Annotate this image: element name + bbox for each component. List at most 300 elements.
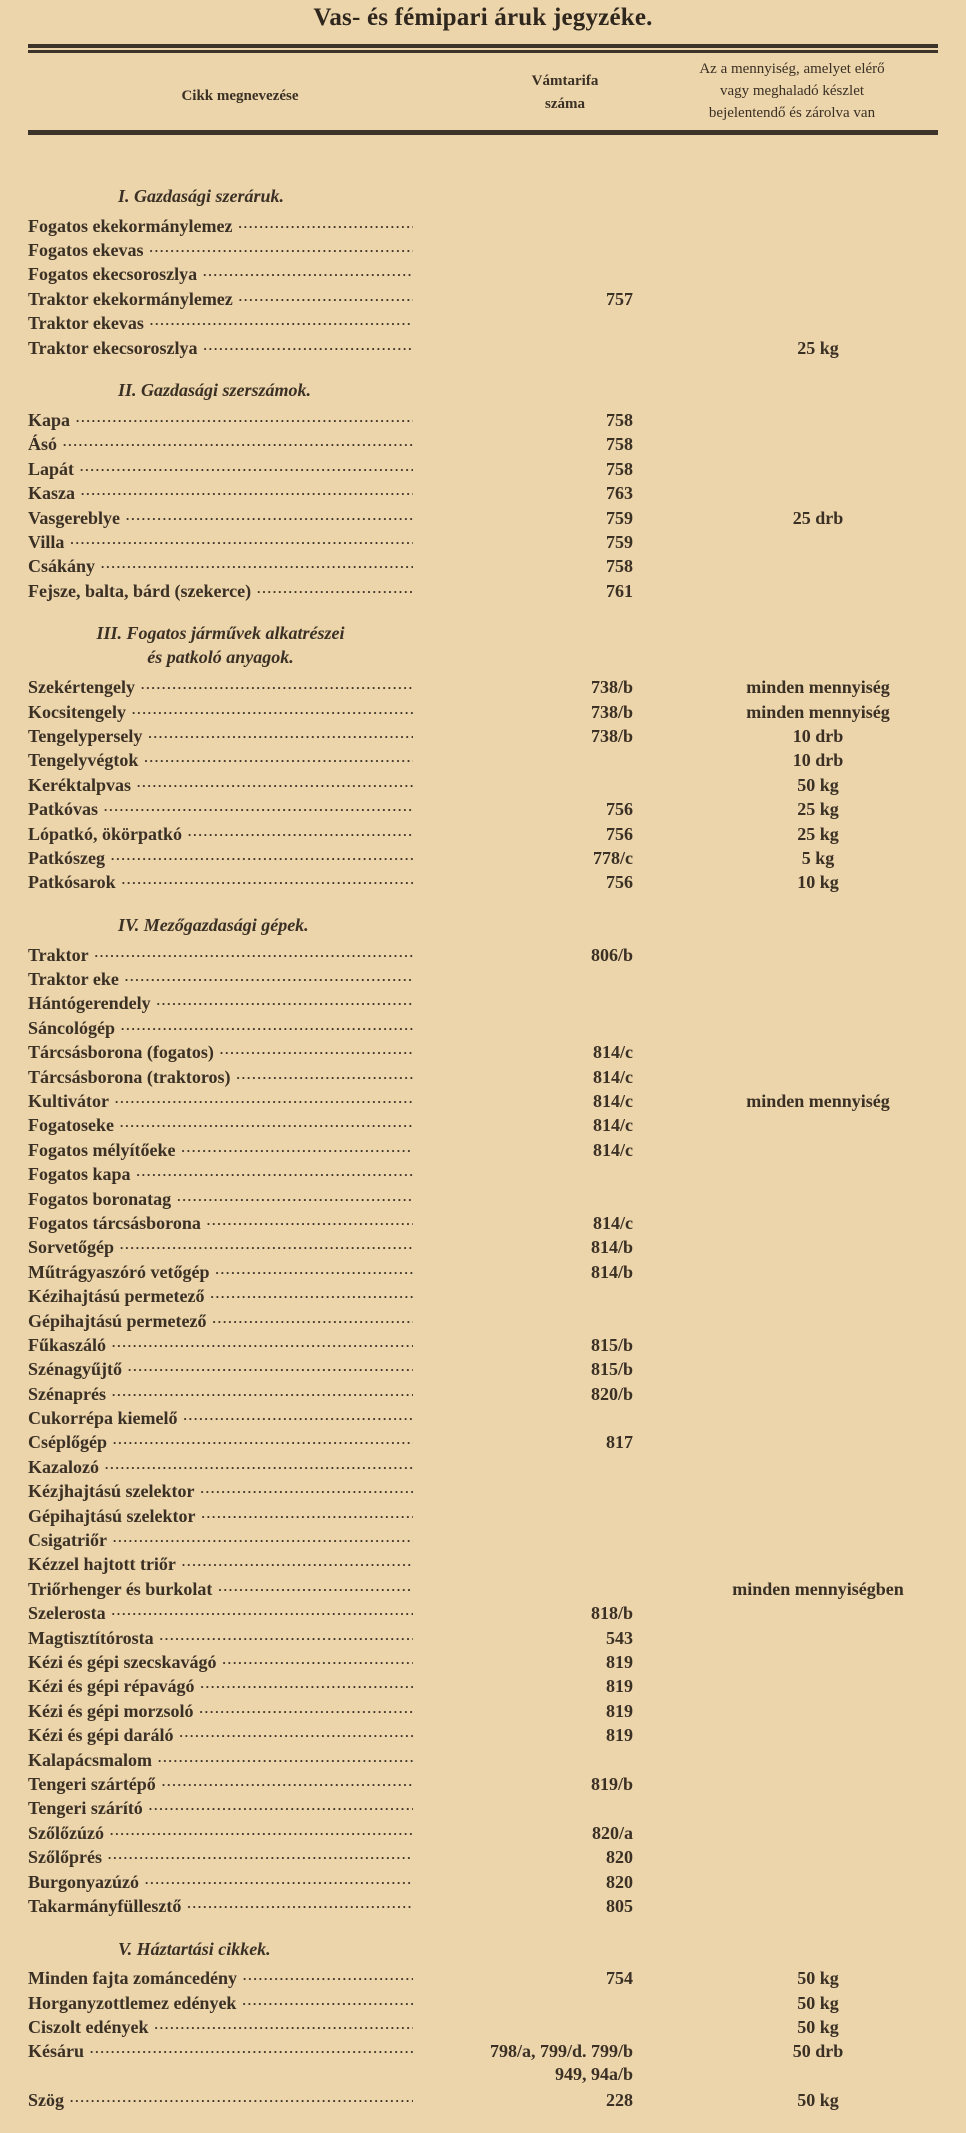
section-title-line: IV. Mezőgazdasági gépek. — [118, 914, 309, 935]
dot-leader — [238, 216, 413, 237]
item-name-cell — [28, 2041, 413, 2062]
item-name: Tengelyvégtok — [28, 750, 139, 771]
tariff-number: 815/b — [590, 1359, 633, 1380]
item-name: Fogatos kapa — [28, 1164, 131, 1185]
item-name: Hántógerendely — [28, 993, 151, 1014]
item-name: Szénaprés — [28, 1383, 106, 1404]
item-name-cell — [28, 1457, 413, 1478]
table-row — [28, 1431, 938, 1455]
item-name: Tárcsásborona (traktoros) — [28, 1066, 231, 1087]
dot-leader — [222, 1652, 413, 1673]
item-name-cell — [28, 1311, 413, 1332]
section-title-line: III. Fogatos járművek alkatrészei — [96, 623, 345, 644]
item-name-cell — [28, 1554, 413, 1575]
table-row — [28, 1016, 938, 1040]
dot-leader — [144, 750, 413, 771]
item-name-cell — [28, 1774, 413, 1795]
quantity-threshold: 5 kg — [801, 847, 835, 868]
table-row — [28, 1699, 938, 1723]
quantity-threshold: 25 kg — [797, 337, 839, 358]
dot-leader — [113, 1530, 413, 1551]
table-row — [28, 846, 938, 870]
tariff-number: 543 — [606, 1627, 633, 1648]
item-name: Traktor eke — [28, 969, 119, 990]
dot-leader — [112, 1384, 413, 1405]
item-name: Triőrhenger és burkolat — [28, 1578, 213, 1599]
item-name: Villa — [28, 531, 65, 552]
tariff-number: 818/b — [590, 1603, 633, 1624]
tariff-number: 758 — [606, 434, 633, 455]
item-name-cell — [28, 1481, 413, 1502]
table-row-continuation — [28, 2064, 938, 2088]
item-name-cell — [28, 1701, 413, 1722]
item-name-cell — [28, 824, 413, 845]
item-name: Kalapácsmalom — [28, 1749, 152, 1770]
table-row — [28, 1967, 938, 1991]
section-title — [28, 603, 413, 675]
item-name-cell — [28, 1823, 413, 1844]
table-row — [28, 1309, 938, 1333]
dot-leader — [112, 1335, 413, 1356]
section-title-line: II. Gazdasági szerszámok. — [118, 380, 312, 401]
item-name-cell — [28, 1067, 413, 1088]
section-title — [28, 1919, 938, 1967]
dot-leader — [210, 1286, 413, 1307]
dot-leader — [145, 1872, 413, 1893]
header-quantity — [636, 58, 948, 124]
dot-leader — [112, 1603, 413, 1624]
item-name: Kapa — [28, 410, 71, 431]
item-name: Tengeri szárító — [28, 1798, 143, 1819]
item-name-cell — [28, 1384, 413, 1405]
item-name-cell — [28, 993, 413, 1014]
item-name: Sáncológép — [28, 1017, 116, 1038]
item-name-cell — [28, 1432, 413, 1453]
item-name: Kézihajtású permetező — [28, 1286, 205, 1307]
header-rule — [28, 130, 938, 135]
item-name-cell — [28, 1237, 413, 1258]
dot-leader — [157, 993, 413, 1014]
dot-leader — [137, 1164, 413, 1185]
dot-leader — [220, 1042, 413, 1063]
item-name: Traktor — [28, 944, 89, 965]
item-name-cell — [28, 726, 413, 747]
table-row — [28, 1723, 938, 1747]
dot-leader — [76, 410, 413, 431]
dot-leader — [132, 702, 413, 723]
dot-leader — [218, 1579, 413, 1600]
section-title — [28, 360, 938, 408]
item-name: Fogatos ekevas — [28, 240, 144, 261]
item-name-cell — [28, 459, 413, 480]
table-row — [28, 1675, 938, 1699]
header-tariff-line: Vámtarifa — [531, 73, 599, 89]
tariff-number: 814/c — [593, 1091, 633, 1112]
item-name: Fogatos tárcsásborona — [28, 1212, 201, 1233]
item-name-cell — [28, 1018, 413, 1039]
header-quantity-line: vagy meghaladó készlet — [719, 83, 865, 99]
tariff-number: 819 — [606, 1652, 633, 1672]
table-row — [28, 749, 938, 773]
tariff-number: 778/c — [593, 847, 633, 868]
item-name: Kézi és gépi répavágó — [28, 1676, 195, 1697]
dot-leader — [242, 1993, 413, 2014]
item-name-cell — [28, 1676, 413, 1697]
dot-leader — [148, 726, 413, 747]
dot-leader — [239, 289, 413, 310]
item-name: Fogatoseke — [28, 1115, 114, 1136]
item-name-cell — [28, 848, 413, 869]
quantity-threshold: 50 kg — [797, 2017, 839, 2038]
item-name: Magtisztítórosta — [28, 1627, 154, 1648]
dot-leader — [207, 1213, 413, 1234]
dot-leader — [90, 2041, 413, 2062]
tariff-number: 228 — [606, 2090, 633, 2111]
dot-leader — [177, 1189, 413, 1210]
quantity-threshold: minden mennyiség — [746, 677, 890, 698]
table-row — [28, 967, 938, 991]
quantity-threshold: 25 kg — [797, 799, 839, 820]
item-name: Tengeri szártépő — [28, 1773, 156, 1794]
item-name-cell — [28, 969, 413, 990]
table-row — [28, 1626, 938, 1650]
dot-leader — [125, 969, 413, 990]
dot-leader — [160, 1628, 413, 1649]
dot-leader — [128, 1359, 413, 1380]
tariff-number: 815/b — [590, 1334, 633, 1355]
dot-leader — [187, 1896, 413, 1917]
table-row — [28, 1528, 938, 1552]
quantity-threshold: 50 kg — [797, 1968, 839, 1989]
header-tariff — [490, 70, 640, 116]
item-name: Minden fajta zománcedény — [28, 1968, 237, 1989]
quantity-threshold: 10 drb — [792, 750, 844, 771]
dot-leader — [108, 1847, 413, 1868]
dot-leader — [201, 1506, 413, 1527]
table-row — [28, 1187, 938, 1211]
quantity-threshold: 50 kg — [797, 774, 839, 795]
dot-leader — [237, 1067, 414, 1088]
item-name: Lópatkó, ökörpatkó — [28, 823, 183, 844]
table-row — [28, 2015, 938, 2039]
table-row — [28, 530, 938, 554]
tariff-number: 758 — [606, 556, 633, 577]
item-name-cell — [28, 1408, 413, 1429]
dot-leader — [105, 1457, 413, 1478]
table-row — [28, 1577, 938, 1601]
table-row — [28, 1041, 938, 1065]
table-row — [28, 457, 938, 481]
item-name: Szőlőprés — [28, 1847, 102, 1868]
tariff-number: 817 — [606, 1432, 633, 1453]
dot-leader — [70, 532, 413, 553]
item-name-cell — [28, 508, 413, 529]
item-name: Kézjhajtású szelektor — [28, 1481, 195, 1502]
item-name: Késáru — [28, 2041, 84, 2062]
dot-leader — [257, 581, 413, 602]
item-name: Fogatos mélyítőeke — [28, 1139, 176, 1160]
item-name-cell — [28, 1335, 413, 1356]
tariff-number: 805 — [606, 1895, 633, 1916]
tariff-number: 819 — [606, 1700, 633, 1721]
table-row — [28, 1772, 938, 1796]
item-name-cell — [28, 216, 413, 237]
dot-leader — [126, 508, 413, 529]
table-row — [28, 1211, 938, 1235]
item-name: Fűkaszáló — [28, 1334, 107, 1355]
tariff-number: 814/c — [593, 1042, 633, 1063]
section-title — [28, 895, 938, 943]
item-name-cell — [28, 338, 413, 359]
quantity-threshold: minden mennyiség — [746, 1091, 890, 1112]
tariff-number: 814/c — [593, 1139, 633, 1160]
tariff-number: 798/a, 799/d. 799/b — [489, 2041, 633, 2062]
dot-leader — [137, 775, 413, 796]
tariff-number: 756 — [606, 799, 633, 820]
dot-leader — [183, 1408, 413, 1429]
table-row — [28, 238, 938, 262]
tariff-number: 756 — [606, 823, 633, 844]
section-title-line: és patkoló anyagok. — [147, 647, 294, 668]
dot-leader — [121, 1018, 413, 1039]
item-name-cell — [28, 1115, 413, 1136]
table-row — [28, 1797, 938, 1821]
table-row — [28, 433, 938, 457]
tariff-number: 756 — [606, 872, 633, 893]
table-row — [28, 1138, 938, 1162]
item-name-cell — [28, 1091, 413, 1112]
item-name: Cukorrépa kiemelő — [28, 1408, 178, 1429]
table-row — [28, 1163, 938, 1187]
item-name-cell — [28, 1847, 413, 1868]
item-name: Műtrágyaszóró vetőgép — [28, 1261, 210, 1282]
dot-leader — [181, 1140, 413, 1161]
item-name: Gépihajtású szelektor — [28, 1505, 196, 1526]
table-row — [28, 992, 938, 1016]
item-name-cell — [28, 799, 413, 820]
item-name: Keréktalpvas — [28, 774, 131, 795]
tariff-number: 814/c — [593, 1212, 633, 1233]
dot-leader — [141, 677, 413, 698]
dot-leader — [81, 483, 413, 504]
item-name-cell — [28, 1652, 413, 1673]
table-row — [28, 1236, 938, 1260]
table-row — [28, 1870, 938, 1894]
tariff-number: 820 — [606, 1871, 633, 1892]
item-name-cell — [28, 1506, 413, 1527]
item-name-cell — [28, 1725, 413, 1746]
dot-leader — [120, 1237, 413, 1258]
item-name: Csigatriőr — [28, 1530, 107, 1551]
item-name: Cséplőgép — [28, 1432, 108, 1453]
item-name: Takarmányfüllesztő — [28, 1895, 182, 1916]
tariff-number: 819 — [606, 1676, 633, 1697]
table-row — [28, 1284, 938, 1308]
tariff-number: 759 — [606, 507, 633, 528]
item-name: Szőlőzúzó — [28, 1822, 104, 1843]
dot-leader — [155, 2017, 414, 2038]
item-name-cell — [28, 556, 413, 577]
item-name-cell — [28, 1579, 413, 1600]
table-row — [28, 871, 938, 895]
tariff-number: 758 — [606, 458, 633, 479]
header-quantity-line: Az a mennyiség, amelyet elérő — [699, 61, 885, 77]
dot-leader — [110, 1823, 413, 1844]
item-name-cell — [28, 1896, 413, 1917]
table-row — [28, 1382, 938, 1406]
item-name-cell — [28, 945, 413, 966]
item-name-cell — [28, 581, 413, 602]
table-row — [28, 1821, 938, 1845]
item-name: Tengelypersely — [28, 725, 143, 746]
tariff-number: 759 — [606, 531, 633, 552]
dot-leader — [188, 824, 413, 845]
table-row — [28, 1894, 938, 1918]
quantity-threshold: 10 kg — [797, 872, 839, 893]
quantity-threshold: 10 drb — [792, 725, 844, 746]
tariff-number: 820 — [606, 1847, 633, 1868]
table-row — [28, 822, 938, 846]
item-name-cell — [28, 289, 413, 310]
dot-leader — [122, 872, 413, 893]
item-name-cell — [28, 1968, 413, 1989]
dot-leader — [70, 2090, 413, 2111]
table-row — [28, 1065, 938, 1089]
table-row — [28, 1358, 938, 1382]
item-name-cell — [28, 1286, 413, 1307]
tariff-number: 819 — [606, 1725, 633, 1746]
dot-leader — [101, 556, 413, 577]
table-row — [28, 675, 938, 699]
item-name: Fogatos ekecsoroszlya — [28, 264, 198, 285]
table-row — [28, 797, 938, 821]
item-name-cell — [28, 872, 413, 893]
dot-leader — [182, 1554, 413, 1575]
table-row — [28, 263, 938, 287]
tariff-number: 814/b — [590, 1261, 633, 1282]
tariff-number: 949, 94a/b — [554, 2064, 633, 2085]
quantity-threshold: minden mennyiség — [746, 701, 890, 722]
quantity-threshold: 25 drb — [792, 507, 844, 528]
dot-leader — [200, 1676, 413, 1697]
item-name: Lapát — [28, 458, 75, 479]
item-name-cell — [28, 1530, 413, 1551]
dot-leader — [212, 1311, 413, 1332]
dot-leader — [104, 799, 413, 820]
item-name-cell — [28, 532, 413, 553]
table-row — [28, 1602, 938, 1626]
dot-leader — [162, 1774, 413, 1795]
tariff-number: 738/b — [590, 725, 633, 746]
item-name: Sorvetőgép — [28, 1237, 114, 1258]
section-title-line: I. Gazdasági szeráruk. — [118, 186, 285, 206]
table-row — [28, 2089, 938, 2113]
item-name: Tárcsásborona (fogatos) — [28, 1042, 214, 1063]
table-row — [28, 700, 938, 724]
header-item-name: Cikk megnevezése — [181, 88, 299, 104]
dot-leader — [243, 1968, 413, 1989]
dot-leader — [200, 1481, 413, 1502]
item-name-cell — [28, 1628, 413, 1649]
item-name: Kézzel hajtott triőr — [28, 1554, 176, 1575]
table-row — [28, 1480, 938, 1504]
item-name: Traktor ekevas — [28, 313, 144, 334]
item-name-cell — [28, 1262, 413, 1283]
dot-leader — [113, 1432, 413, 1453]
dot-leader — [203, 338, 413, 359]
dot-leader — [203, 264, 413, 285]
table-row — [28, 1748, 938, 1772]
table-row — [28, 1114, 938, 1138]
dot-leader — [120, 1115, 413, 1136]
item-name: Kézi és gépi szecskavágó — [28, 1652, 217, 1672]
item-name-cell — [28, 240, 413, 261]
quantity-threshold: 50 kg — [797, 1992, 839, 2013]
item-name-cell — [28, 1872, 413, 1893]
item-name: Traktor ekecsoroszlya — [28, 337, 198, 358]
item-name-cell — [28, 1603, 413, 1624]
table-row — [28, 1333, 938, 1357]
table-row — [28, 1089, 938, 1113]
table-row — [28, 482, 938, 506]
tariff-number: 763 — [606, 483, 633, 504]
table-row — [28, 773, 938, 797]
dot-leader — [150, 240, 414, 261]
item-name: Szekértengely — [28, 677, 135, 698]
item-name: Horganyzottlemez edények — [28, 1992, 237, 2013]
item-name: Fejsze, balta, bárd (szekerce) — [28, 580, 252, 601]
tariff-number: 819/b — [590, 1773, 633, 1794]
dot-leader — [150, 313, 413, 334]
dot-leader — [95, 945, 413, 966]
table-row — [28, 555, 938, 579]
item-name: Szelerosta — [28, 1603, 106, 1624]
tariff-number: 814/c — [593, 1066, 633, 1087]
table-row — [28, 287, 938, 311]
item-name-cell — [28, 750, 413, 771]
section-title-line: V. Háztartási cikkek. — [118, 1938, 271, 1959]
item-name: Ásó — [28, 434, 58, 455]
table-row — [28, 214, 938, 238]
page-title: Vas- és fémipari áruk jegyzéke. — [313, 4, 653, 31]
item-name: Traktor ekekormánylemez — [28, 288, 233, 309]
table-row — [28, 943, 938, 967]
item-name: Ciszolt edények — [28, 2017, 149, 2038]
item-name: Kultivátor — [28, 1091, 109, 1112]
item-name: Szénagyűjtő — [28, 1359, 122, 1380]
item-name-cell — [28, 1359, 413, 1380]
table-row — [28, 312, 938, 336]
item-name: Kézi és gépi morzsoló — [28, 1700, 194, 1721]
table-row — [28, 1504, 938, 1528]
item-name-cell — [28, 1140, 413, 1161]
item-name-cell — [28, 1993, 413, 2014]
tariff-number: 757 — [606, 288, 633, 309]
item-name-cell — [28, 483, 413, 504]
tariff-number: 738/b — [590, 701, 633, 722]
item-name: Patkószeg — [28, 847, 105, 868]
table-row — [28, 1553, 938, 1577]
dot-leader — [179, 1725, 413, 1746]
item-name-cell — [28, 434, 413, 455]
dot-leader — [149, 1798, 413, 1819]
tariff-number: 820/a — [591, 1822, 633, 1843]
item-name: Kézi és gépi daráló — [28, 1725, 174, 1746]
tariff-number: 806/b — [590, 944, 633, 965]
dot-leader — [80, 459, 413, 480]
item-name-cell — [28, 1042, 413, 1063]
item-name-cell — [28, 1213, 413, 1234]
